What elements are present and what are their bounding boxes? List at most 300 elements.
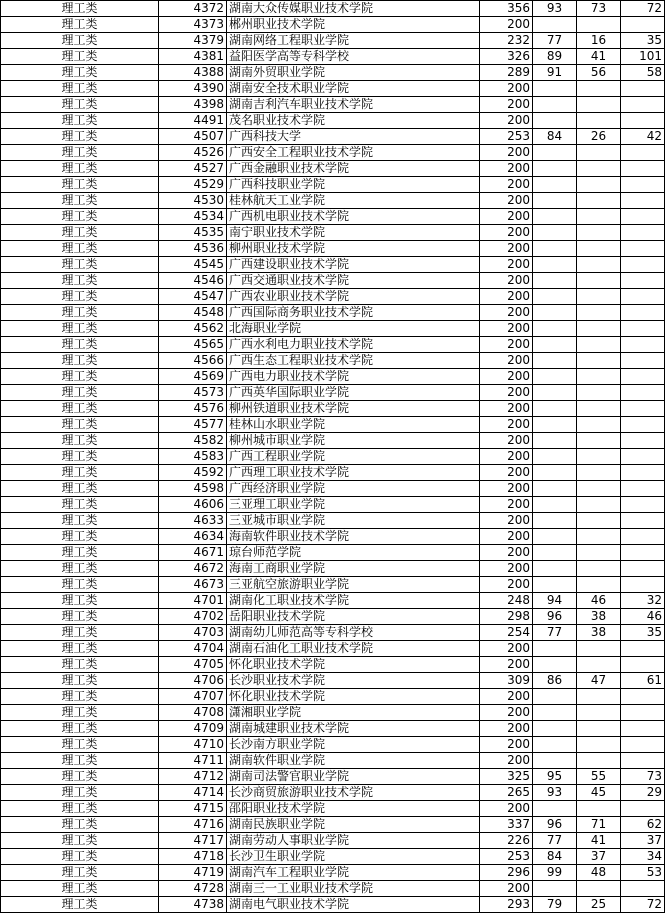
detail-score-3-cell: 101 [621, 49, 665, 65]
detail-score-1-cell [533, 561, 577, 577]
school-name-cell: 郴州职业技术学院 [227, 17, 480, 33]
detail-score-2-cell [577, 273, 621, 289]
school-name-cell: 湖南城建职业技术学院 [227, 721, 480, 737]
table-row [1, 257, 665, 273]
code-cell: 4711 [159, 753, 227, 769]
detail-score-2-cell [577, 321, 621, 337]
detail-score-1-cell [533, 529, 577, 545]
detail-score-3-cell [621, 289, 665, 305]
detail-score-1-cell: 84 [533, 129, 577, 145]
category-cell: 理工类 [1, 561, 159, 577]
detail-score-2-cell [577, 337, 621, 353]
table-row [1, 817, 665, 833]
school-name-cell: 广西工程职业学院 [227, 449, 480, 465]
detail-score-1-cell: 86 [533, 673, 577, 689]
detail-score-2-cell: 45 [577, 785, 621, 801]
code-cell: 4716 [159, 817, 227, 833]
school-name-cell: 三亚城市职业学院 [227, 513, 480, 529]
table-row [1, 801, 665, 817]
school-name-cell: 湖南安全技术职业学院 [227, 81, 480, 97]
category-cell: 理工类 [1, 273, 159, 289]
category-cell: 理工类 [1, 849, 159, 865]
category-cell: 理工类 [1, 97, 159, 113]
category-cell: 理工类 [1, 801, 159, 817]
code-cell: 4566 [159, 353, 227, 369]
detail-score-1-cell [533, 161, 577, 177]
detail-score-2-cell [577, 193, 621, 209]
category-cell: 理工类 [1, 65, 159, 81]
score-cell: 265 [480, 785, 533, 801]
school-name-cell: 南宁职业技术学院 [227, 225, 480, 241]
school-name-cell: 湖南外贸职业学院 [227, 65, 480, 81]
table-row [1, 785, 665, 801]
category-cell: 理工类 [1, 193, 159, 209]
detail-score-2-cell [577, 737, 621, 753]
detail-score-3-cell: 72 [621, 1, 665, 17]
table-row [1, 417, 665, 433]
category-cell: 理工类 [1, 145, 159, 161]
category-cell: 理工类 [1, 481, 159, 497]
score-cell: 200 [480, 289, 533, 305]
code-cell: 4546 [159, 273, 227, 289]
code-cell: 4388 [159, 65, 227, 81]
detail-score-3-cell: 34 [621, 849, 665, 865]
table-row [1, 241, 665, 257]
detail-score-1-cell [533, 273, 577, 289]
code-cell: 4573 [159, 385, 227, 401]
detail-score-1-cell [533, 417, 577, 433]
detail-score-2-cell [577, 449, 621, 465]
table-row [1, 849, 665, 865]
table-row [1, 881, 665, 897]
detail-score-2-cell [577, 513, 621, 529]
table-row [1, 385, 665, 401]
table-row [1, 273, 665, 289]
code-cell: 4715 [159, 801, 227, 817]
code-cell: 4738 [159, 897, 227, 913]
detail-score-2-cell: 55 [577, 769, 621, 785]
detail-score-1-cell [533, 657, 577, 673]
category-cell: 理工类 [1, 321, 159, 337]
code-cell: 4708 [159, 705, 227, 721]
category-cell: 理工类 [1, 257, 159, 273]
school-name-cell: 湖南三一工业职业技术学院 [227, 881, 480, 897]
score-cell: 232 [480, 33, 533, 49]
category-cell: 理工类 [1, 433, 159, 449]
school-name-cell: 桂林山水职业学院 [227, 417, 480, 433]
category-cell: 理工类 [1, 593, 159, 609]
school-name-cell: 长沙商贸旅游职业技术学院 [227, 785, 480, 801]
detail-score-2-cell [577, 225, 621, 241]
code-cell: 4373 [159, 17, 227, 33]
school-name-cell: 北海职业学院 [227, 321, 480, 337]
detail-score-2-cell: 48 [577, 865, 621, 881]
school-name-cell: 湖南汽车工程职业学院 [227, 865, 480, 881]
code-cell: 4372 [159, 1, 227, 17]
category-cell: 理工类 [1, 689, 159, 705]
detail-score-1-cell [533, 337, 577, 353]
category-cell: 理工类 [1, 225, 159, 241]
detail-score-2-cell [577, 401, 621, 417]
score-cell: 226 [480, 833, 533, 849]
detail-score-1-cell [533, 225, 577, 241]
detail-score-3-cell [621, 721, 665, 737]
score-cell: 325 [480, 769, 533, 785]
code-cell: 4526 [159, 145, 227, 161]
code-cell: 4634 [159, 529, 227, 545]
detail-score-3-cell [621, 193, 665, 209]
detail-score-1-cell [533, 753, 577, 769]
school-name-cell: 邵阳职业技术学院 [227, 801, 480, 817]
detail-score-2-cell [577, 753, 621, 769]
category-cell: 理工类 [1, 305, 159, 321]
score-cell: 200 [480, 337, 533, 353]
table-row [1, 113, 665, 129]
category-cell: 理工类 [1, 609, 159, 625]
detail-score-1-cell [533, 353, 577, 369]
detail-score-2-cell [577, 97, 621, 113]
school-name-cell: 湖南幼儿师范高等专科学校 [227, 625, 480, 641]
school-name-cell: 湖南吉利汽车职业技术学院 [227, 97, 480, 113]
category-cell: 理工类 [1, 81, 159, 97]
detail-score-1-cell [533, 177, 577, 193]
category-cell: 理工类 [1, 817, 159, 833]
detail-score-3-cell: 46 [621, 609, 665, 625]
detail-score-2-cell [577, 801, 621, 817]
detail-score-3-cell [621, 433, 665, 449]
detail-score-3-cell [621, 497, 665, 513]
score-cell: 296 [480, 865, 533, 881]
category-cell: 理工类 [1, 17, 159, 33]
code-cell: 4719 [159, 865, 227, 881]
detail-score-1-cell [533, 305, 577, 321]
code-cell: 4529 [159, 177, 227, 193]
table-row [1, 401, 665, 417]
detail-score-1-cell: 91 [533, 65, 577, 81]
category-cell: 理工类 [1, 465, 159, 481]
detail-score-3-cell: 32 [621, 593, 665, 609]
detail-score-2-cell: 38 [577, 625, 621, 641]
detail-score-2-cell [577, 305, 621, 321]
detail-score-1-cell [533, 689, 577, 705]
detail-score-3-cell [621, 737, 665, 753]
detail-score-1-cell: 94 [533, 593, 577, 609]
detail-score-2-cell: 26 [577, 129, 621, 145]
code-cell: 4390 [159, 81, 227, 97]
code-cell: 4576 [159, 401, 227, 417]
detail-score-1-cell: 79 [533, 897, 577, 913]
code-cell: 4728 [159, 881, 227, 897]
code-cell: 4701 [159, 593, 227, 609]
detail-score-2-cell: 25 [577, 897, 621, 913]
category-cell: 理工类 [1, 49, 159, 65]
table-row [1, 561, 665, 577]
school-name-cell: 湖南司法警官职业学院 [227, 769, 480, 785]
code-cell: 4598 [159, 481, 227, 497]
score-cell: 200 [480, 737, 533, 753]
table-row [1, 593, 665, 609]
detail-score-1-cell [533, 801, 577, 817]
school-name-cell: 三亚理工职业学院 [227, 497, 480, 513]
school-name-cell: 广西建设职业技术学院 [227, 257, 480, 273]
detail-score-2-cell [577, 705, 621, 721]
detail-score-3-cell [621, 177, 665, 193]
table-row [1, 305, 665, 321]
detail-score-2-cell [577, 497, 621, 513]
table-row [1, 865, 665, 881]
school-name-cell: 琼台师范学院 [227, 545, 480, 561]
detail-score-2-cell [577, 417, 621, 433]
score-cell: 200 [480, 369, 533, 385]
table-row [1, 753, 665, 769]
detail-score-1-cell [533, 97, 577, 113]
school-name-cell: 广西生态工程职业技术学院 [227, 353, 480, 369]
detail-score-3-cell [621, 689, 665, 705]
detail-score-1-cell [533, 145, 577, 161]
school-name-cell: 广西金融职业技术学院 [227, 161, 480, 177]
table-row [1, 833, 665, 849]
category-cell: 理工类 [1, 385, 159, 401]
category-cell: 理工类 [1, 705, 159, 721]
score-cell: 200 [480, 209, 533, 225]
score-cell: 200 [480, 497, 533, 513]
score-cell: 289 [480, 65, 533, 81]
code-cell: 4633 [159, 513, 227, 529]
table-row [1, 49, 665, 65]
table-body [1, 1, 665, 913]
category-cell: 理工类 [1, 785, 159, 801]
detail-score-1-cell [533, 881, 577, 897]
school-name-cell: 广西安全工程职业技术学院 [227, 145, 480, 161]
detail-score-1-cell: 77 [533, 33, 577, 49]
category-cell: 理工类 [1, 497, 159, 513]
detail-score-1-cell [533, 209, 577, 225]
detail-score-3-cell [621, 529, 665, 545]
category-cell: 理工类 [1, 721, 159, 737]
code-cell: 4714 [159, 785, 227, 801]
code-cell: 4702 [159, 609, 227, 625]
table-row [1, 449, 665, 465]
detail-score-2-cell: 71 [577, 817, 621, 833]
detail-score-3-cell [621, 113, 665, 129]
school-name-cell: 桂林航天工业学院 [227, 193, 480, 209]
school-name-cell: 湖南网络工程职业学院 [227, 33, 480, 49]
code-cell: 4672 [159, 561, 227, 577]
detail-score-2-cell [577, 481, 621, 497]
detail-score-3-cell [621, 225, 665, 241]
detail-score-2-cell: 56 [577, 65, 621, 81]
category-cell: 理工类 [1, 33, 159, 49]
category-cell: 理工类 [1, 833, 159, 849]
category-cell: 理工类 [1, 673, 159, 689]
school-name-cell: 长沙卫生职业学院 [227, 849, 480, 865]
detail-score-2-cell: 41 [577, 49, 621, 65]
code-cell: 4707 [159, 689, 227, 705]
code-cell: 4379 [159, 33, 227, 49]
detail-score-3-cell [621, 257, 665, 273]
code-cell: 4705 [159, 657, 227, 673]
school-name-cell: 柳州职业技术学院 [227, 241, 480, 257]
detail-score-2-cell [577, 385, 621, 401]
table-row [1, 689, 665, 705]
table-row [1, 17, 665, 33]
score-cell: 200 [480, 305, 533, 321]
school-name-cell: 湖南大众传媒职业技术学院 [227, 1, 480, 17]
detail-score-3-cell: 42 [621, 129, 665, 145]
detail-score-3-cell: 35 [621, 625, 665, 641]
score-cell: 200 [480, 113, 533, 129]
detail-score-2-cell [577, 81, 621, 97]
code-cell: 4562 [159, 321, 227, 337]
detail-score-1-cell: 89 [533, 49, 577, 65]
category-cell: 理工类 [1, 353, 159, 369]
score-cell: 200 [480, 81, 533, 97]
table-row [1, 721, 665, 737]
score-cell: 200 [480, 881, 533, 897]
detail-score-3-cell: 61 [621, 673, 665, 689]
detail-score-3-cell [621, 801, 665, 817]
category-cell: 理工类 [1, 529, 159, 545]
category-cell: 理工类 [1, 417, 159, 433]
detail-score-3-cell [621, 417, 665, 433]
detail-score-1-cell [533, 641, 577, 657]
category-cell: 理工类 [1, 865, 159, 881]
category-cell: 理工类 [1, 401, 159, 417]
school-name-cell: 湖南劳动人事职业学院 [227, 833, 480, 849]
score-cell: 200 [480, 513, 533, 529]
detail-score-2-cell [577, 177, 621, 193]
school-name-cell: 湖南电气职业技术学院 [227, 897, 480, 913]
school-name-cell: 长沙南方职业学院 [227, 737, 480, 753]
table-row [1, 209, 665, 225]
category-cell: 理工类 [1, 657, 159, 673]
table-row [1, 657, 665, 673]
score-cell: 356 [480, 1, 533, 17]
detail-score-1-cell: 95 [533, 769, 577, 785]
detail-score-2-cell [577, 369, 621, 385]
code-cell: 4583 [159, 449, 227, 465]
category-cell: 理工类 [1, 113, 159, 129]
table-row [1, 369, 665, 385]
table-row [1, 769, 665, 785]
category-cell: 理工类 [1, 449, 159, 465]
detail-score-1-cell [533, 81, 577, 97]
detail-score-2-cell [577, 721, 621, 737]
score-cell: 298 [480, 609, 533, 625]
score-cell: 200 [480, 529, 533, 545]
detail-score-3-cell: 37 [621, 833, 665, 849]
detail-score-1-cell [533, 113, 577, 129]
table-row [1, 465, 665, 481]
school-name-cell: 长沙职业技术学院 [227, 673, 480, 689]
score-cell: 200 [480, 241, 533, 257]
detail-score-3-cell [621, 321, 665, 337]
table-row [1, 641, 665, 657]
table-row [1, 177, 665, 193]
score-cell: 200 [480, 449, 533, 465]
code-cell: 4381 [159, 49, 227, 65]
detail-score-1-cell: 96 [533, 817, 577, 833]
category-cell: 理工类 [1, 641, 159, 657]
score-cell: 200 [480, 657, 533, 673]
detail-score-1-cell: 96 [533, 609, 577, 625]
table-row [1, 1, 665, 17]
detail-score-2-cell: 47 [577, 673, 621, 689]
table-row [1, 529, 665, 545]
score-cell: 200 [480, 193, 533, 209]
detail-score-2-cell [577, 433, 621, 449]
score-cell: 200 [480, 641, 533, 657]
code-cell: 4491 [159, 113, 227, 129]
detail-score-3-cell [621, 161, 665, 177]
school-name-cell: 岳阳职业技术学院 [227, 609, 480, 625]
detail-score-1-cell [533, 17, 577, 33]
code-cell: 4534 [159, 209, 227, 225]
detail-score-2-cell [577, 289, 621, 305]
detail-score-3-cell: 35 [621, 33, 665, 49]
category-cell: 理工类 [1, 881, 159, 897]
school-name-cell: 广西理工职业技术学院 [227, 465, 480, 481]
detail-score-1-cell [533, 513, 577, 529]
detail-score-3-cell: 53 [621, 865, 665, 881]
school-name-cell: 广西国际商务职业技术学院 [227, 305, 480, 321]
detail-score-3-cell [621, 481, 665, 497]
table-row [1, 513, 665, 529]
code-cell: 4548 [159, 305, 227, 321]
score-cell: 200 [480, 577, 533, 593]
category-cell: 理工类 [1, 737, 159, 753]
detail-score-3-cell [621, 465, 665, 481]
category-cell: 理工类 [1, 209, 159, 225]
table-row [1, 81, 665, 97]
detail-score-1-cell [533, 257, 577, 273]
detail-score-2-cell [577, 657, 621, 673]
score-cell: 200 [480, 465, 533, 481]
detail-score-1-cell: 77 [533, 833, 577, 849]
detail-score-2-cell: 41 [577, 833, 621, 849]
detail-score-2-cell: 38 [577, 609, 621, 625]
detail-score-1-cell [533, 321, 577, 337]
detail-score-1-cell: 99 [533, 865, 577, 881]
school-name-cell: 广西农业职业技术学院 [227, 289, 480, 305]
school-name-cell: 茂名职业技术学院 [227, 113, 480, 129]
detail-score-2-cell [577, 529, 621, 545]
score-cell: 200 [480, 17, 533, 33]
table-row [1, 737, 665, 753]
score-cell: 200 [480, 561, 533, 577]
detail-score-2-cell [577, 561, 621, 577]
score-cell: 309 [480, 673, 533, 689]
category-cell: 理工类 [1, 753, 159, 769]
code-cell: 4565 [159, 337, 227, 353]
code-cell: 4717 [159, 833, 227, 849]
school-name-cell: 潇湘职业学院 [227, 705, 480, 721]
table-row [1, 481, 665, 497]
detail-score-2-cell: 16 [577, 33, 621, 49]
score-cell: 200 [480, 481, 533, 497]
table-row [1, 497, 665, 513]
table-row [1, 97, 665, 113]
category-cell: 理工类 [1, 289, 159, 305]
detail-score-3-cell [621, 241, 665, 257]
code-cell: 4709 [159, 721, 227, 737]
score-cell: 200 [480, 145, 533, 161]
table-row [1, 289, 665, 305]
score-cell: 200 [480, 385, 533, 401]
detail-score-3-cell [621, 353, 665, 369]
table-row [1, 897, 665, 913]
table-row [1, 129, 665, 145]
